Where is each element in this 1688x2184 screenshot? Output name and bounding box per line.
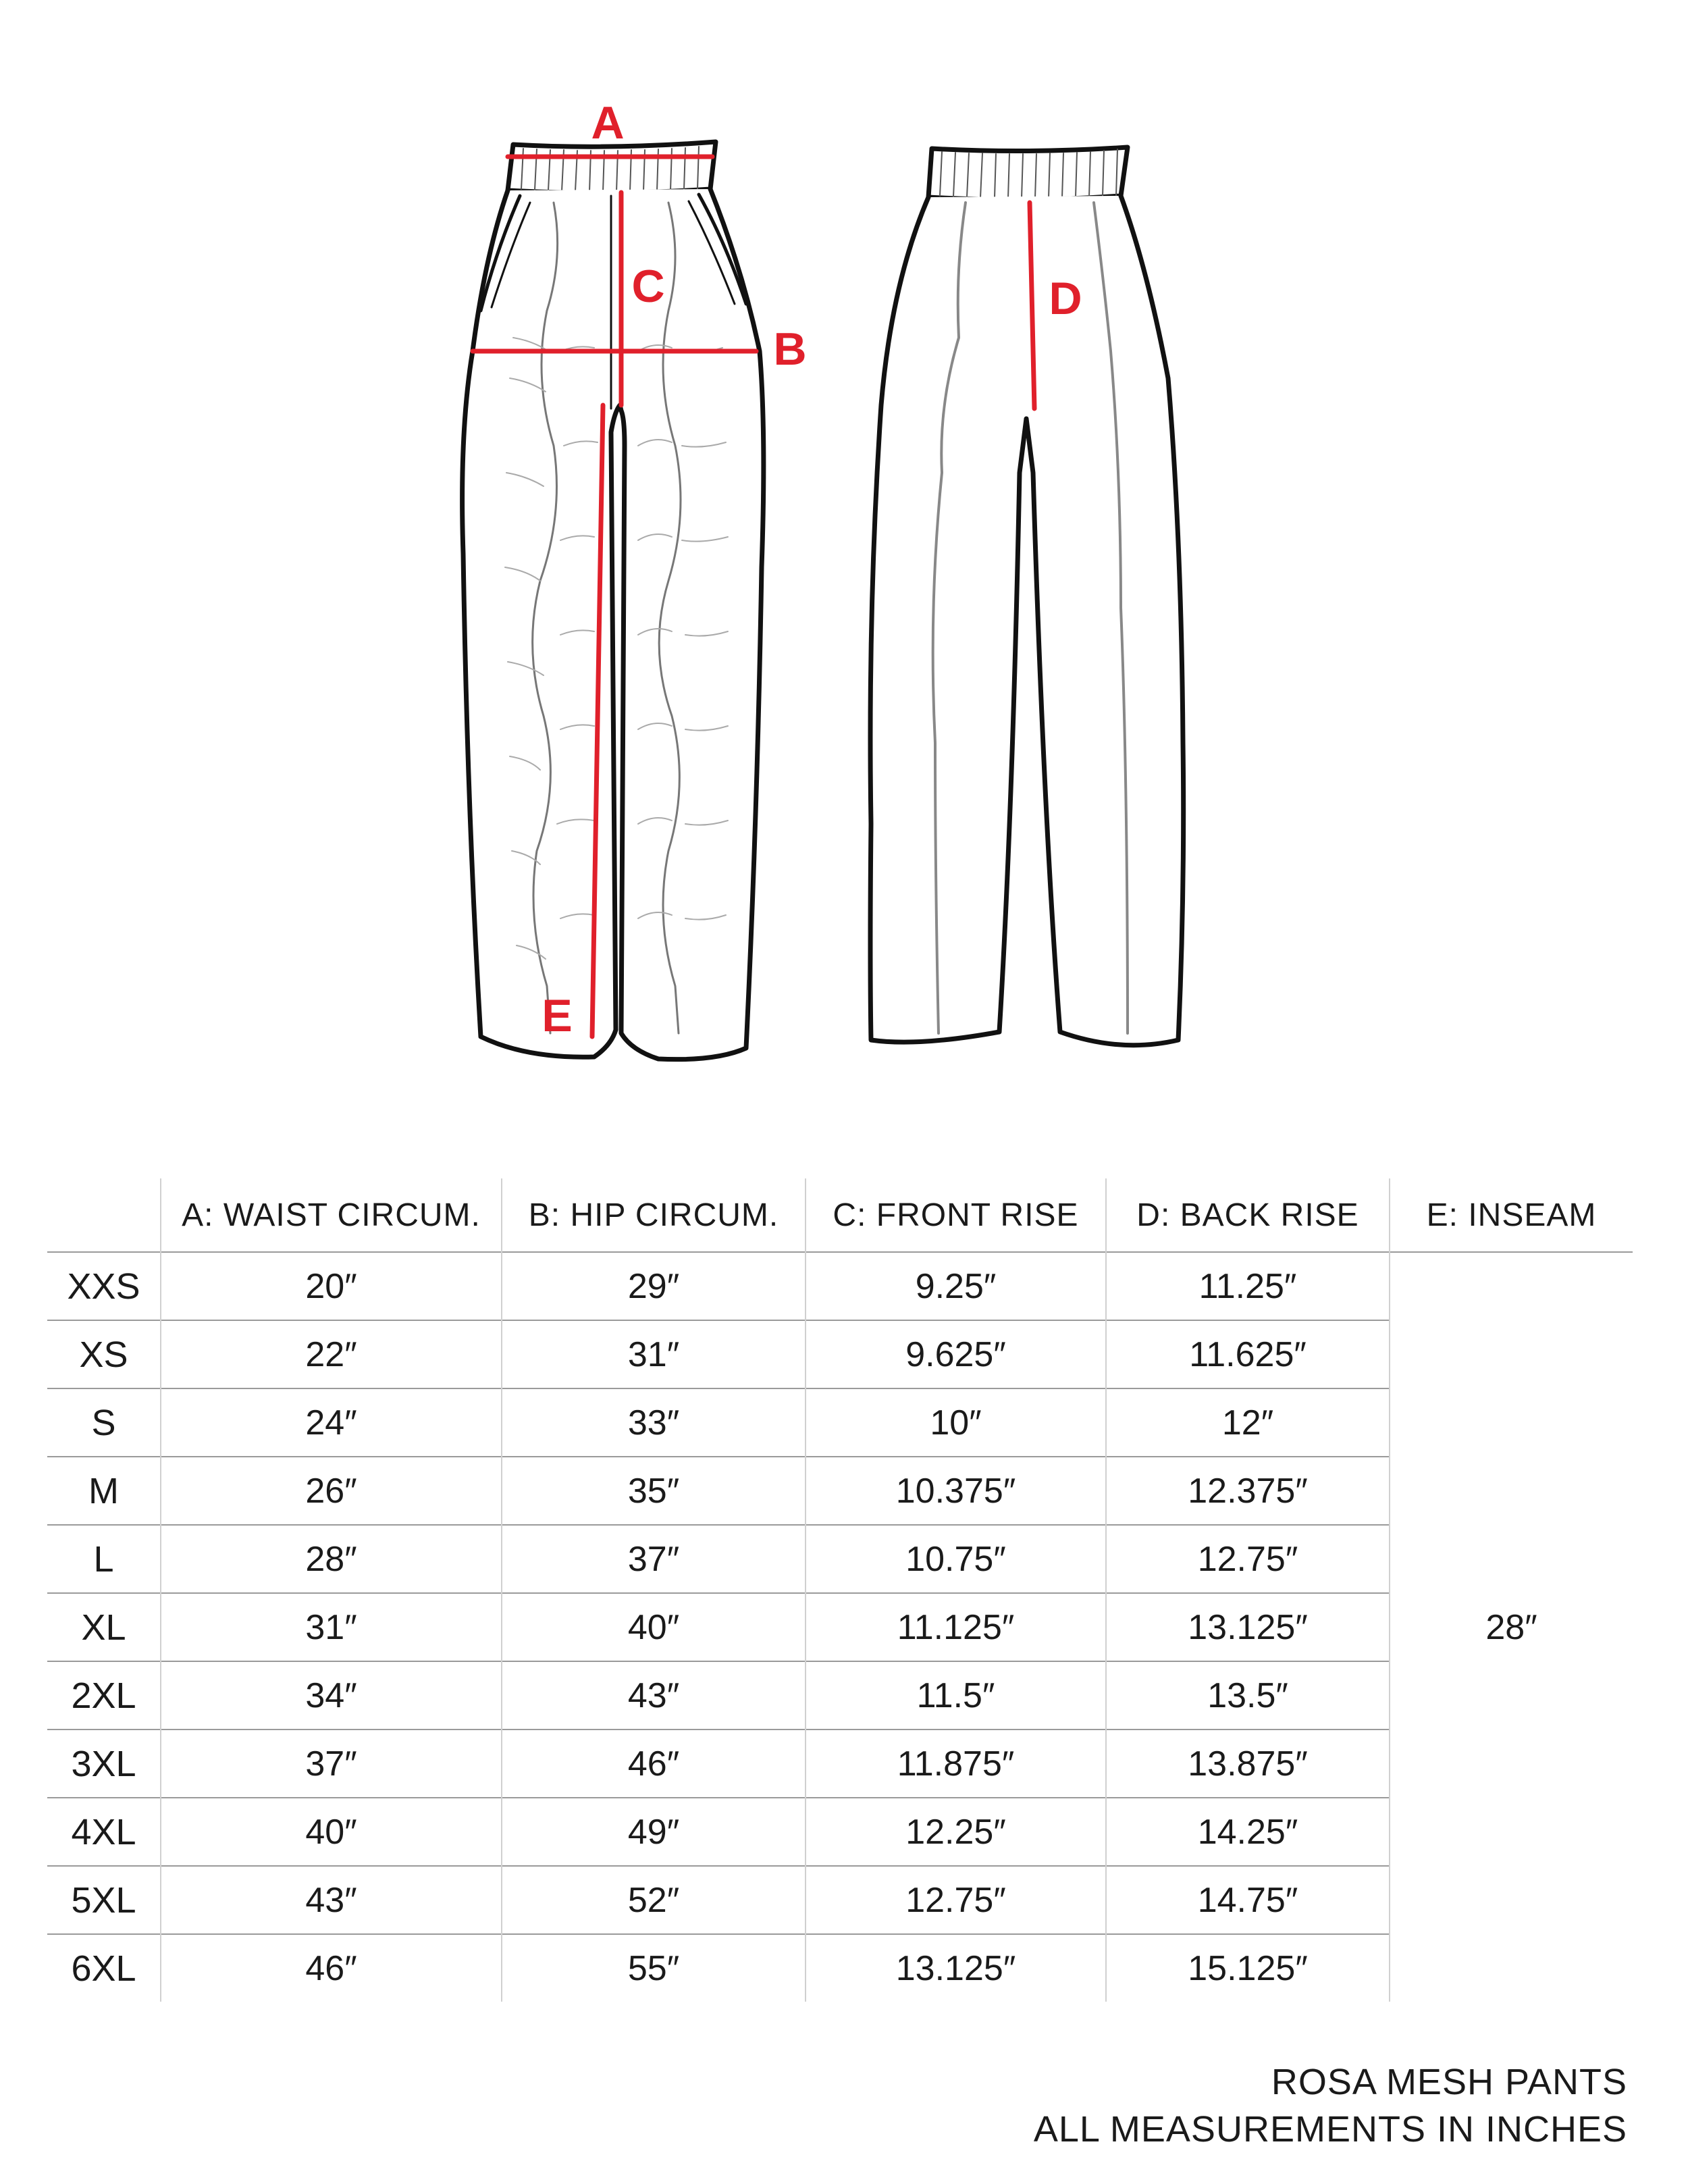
back-rise-cell: 13.5″: [1106, 1661, 1390, 1730]
waist-cell: 22″: [161, 1320, 502, 1388]
hip-cell: 49″: [502, 1798, 806, 1866]
back-rise-cell: 11.25″: [1106, 1252, 1390, 1320]
size-cell: 2XL: [47, 1661, 161, 1730]
header-hip: B: HIP CIRCUM.: [502, 1178, 806, 1252]
waist-cell: 46″: [161, 1934, 502, 2002]
waist-cell: 34″: [161, 1661, 502, 1730]
header-inseam: E: INSEAM: [1390, 1178, 1633, 1252]
front-rise-cell: 9.625″: [806, 1320, 1106, 1388]
label-d: D: [1049, 273, 1082, 324]
hip-cell: 43″: [502, 1661, 806, 1730]
waist-cell: 43″: [161, 1866, 502, 1934]
back-rise-cell: 14.25″: [1106, 1798, 1390, 1866]
header-back-rise: D: BACK RISE: [1106, 1178, 1390, 1252]
footer-caption: [1034, 2058, 1627, 2153]
front-rise-cell: 10.75″: [806, 1525, 1106, 1593]
header-size: [47, 1178, 161, 1252]
label-c: C: [631, 261, 665, 312]
label-e: E: [542, 990, 573, 1041]
size-cell: XL: [47, 1593, 161, 1661]
table-row: [47, 1252, 1633, 1320]
waist-cell: 20″: [161, 1252, 502, 1320]
back-rise-cell: 13.875″: [1106, 1730, 1390, 1798]
label-a: A: [591, 97, 625, 149]
back-rise-cell: 12.75″: [1106, 1525, 1390, 1593]
back-rise-cell: 12″: [1106, 1388, 1390, 1457]
back-rise-cell: 15.125″: [1106, 1934, 1390, 2002]
back-rise-cell: 14.75″: [1106, 1866, 1390, 1934]
hip-cell: 46″: [502, 1730, 806, 1798]
waist-cell: 40″: [161, 1798, 502, 1866]
front-rise-cell: 11.875″: [806, 1730, 1106, 1798]
front-rise-cell: 9.25″: [806, 1252, 1106, 1320]
header-waist: A: WAIST CIRCUM.: [161, 1178, 502, 1252]
back-rise-cell: 12.375″: [1106, 1457, 1390, 1525]
waist-cell: 28″: [161, 1525, 502, 1593]
size-chart-table: [47, 1178, 1633, 2002]
waist-cell: 24″: [161, 1388, 502, 1457]
hip-cell: 29″: [502, 1252, 806, 1320]
hip-cell: 55″: [502, 1934, 806, 2002]
size-cell: XS: [47, 1320, 161, 1388]
table-header-row: [47, 1178, 1633, 1252]
size-cell: S: [47, 1388, 161, 1457]
hip-cell: 40″: [502, 1593, 806, 1661]
front-rise-cell: 12.75″: [806, 1866, 1106, 1934]
front-view-sketch: [463, 142, 764, 1060]
size-cell: M: [47, 1457, 161, 1525]
front-rise-cell: 11.5″: [806, 1661, 1106, 1730]
hip-cell: 37″: [502, 1525, 806, 1593]
back-rise-cell: 13.125″: [1106, 1593, 1390, 1661]
waist-cell: 37″: [161, 1730, 502, 1798]
front-rise-cell: 10.375″: [806, 1457, 1106, 1525]
hip-cell: 35″: [502, 1457, 806, 1525]
front-rise-cell: 13.125″: [806, 1934, 1106, 2002]
hip-cell: 31″: [502, 1320, 806, 1388]
back-view-sketch: [870, 147, 1184, 1045]
waist-cell: 31″: [161, 1593, 502, 1661]
inseam-cell: 28″: [1390, 1252, 1633, 2002]
size-cell: L: [47, 1525, 161, 1593]
header-front-rise: C: FRONT RISE: [806, 1178, 1106, 1252]
size-cell: 5XL: [47, 1866, 161, 1934]
hip-cell: 33″: [502, 1388, 806, 1457]
front-rise-cell: 12.25″: [806, 1798, 1106, 1866]
label-b: B: [773, 323, 807, 375]
size-cell: 3XL: [47, 1730, 161, 1798]
product-name: ROSA MESH PANTS: [1271, 2062, 1627, 2102]
units-note: ALL MEASUREMENTS IN INCHES: [1033, 2109, 1627, 2150]
size-cell: XXS: [47, 1252, 161, 1320]
back-rise-cell: 11.625″: [1106, 1320, 1390, 1388]
waist-cell: 26″: [161, 1457, 502, 1525]
size-cell: 4XL: [47, 1798, 161, 1866]
front-rise-cell: 11.125″: [806, 1593, 1106, 1661]
size-cell: 6XL: [47, 1934, 161, 2002]
hip-cell: 52″: [502, 1866, 806, 1934]
front-rise-cell: 10″: [806, 1388, 1106, 1457]
